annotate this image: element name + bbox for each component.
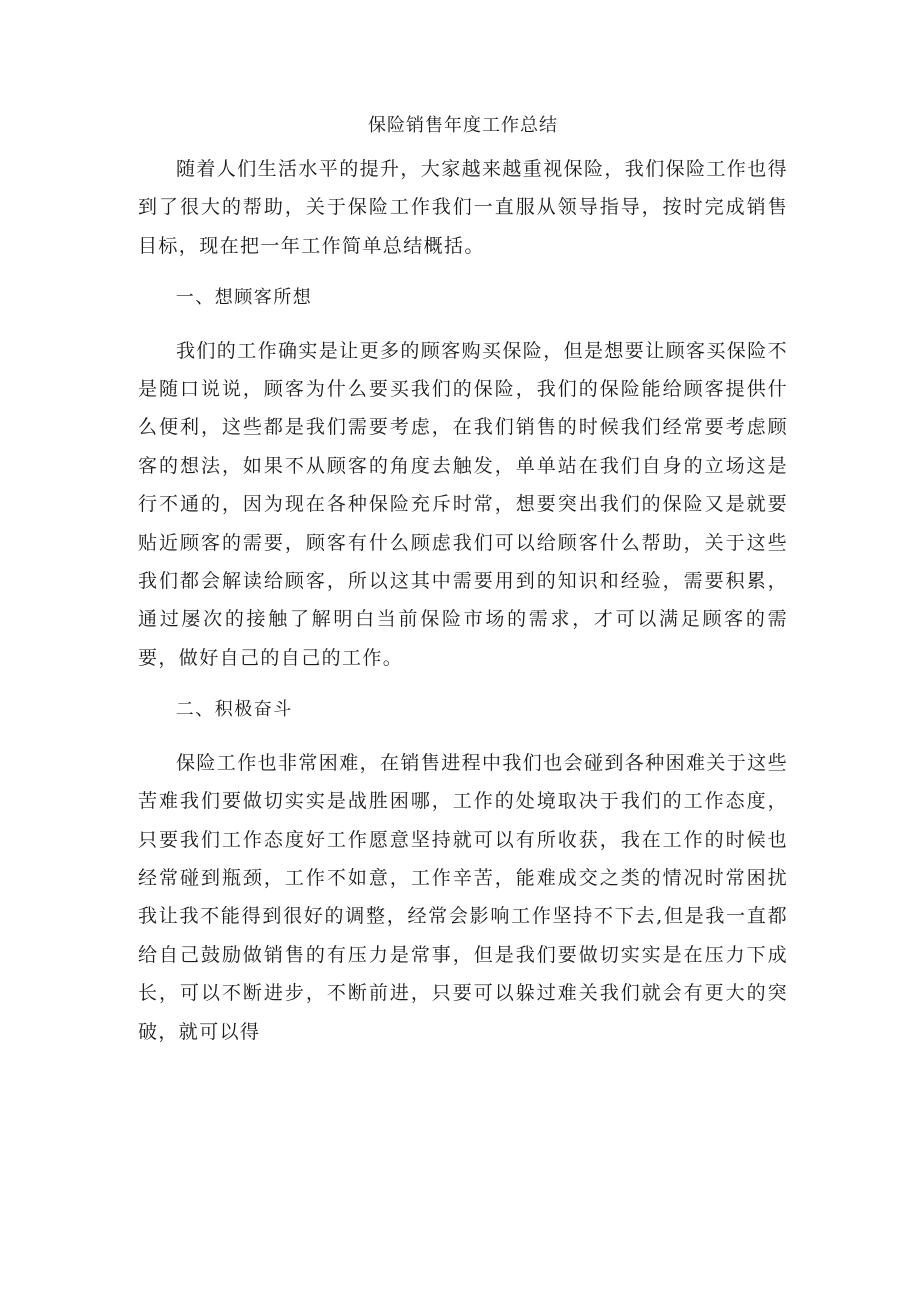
spacer	[138, 318, 788, 332]
section-body-1: 我们的工作确实是让更多的顾客购买保险，但是想要让顾客买保险不是随口说说，顾客为什么要买我们的保险，我们的保险能给顾客提供什么便利，这些都是我们需要考虑，在我们销售的时候我们经常要考虑顾客的想法，如果不从顾客的角度去触发，单单站在我们自身的立场这是行不通的，因为现在各种保险充斥时常，想要突出我们的保险又是就要贴近顾客的需要，顾客有什么顾虑我们可以给顾客什么帮助，关于这些我们都会解读给顾客，所以这其中需要用到的知识和经验，需要积累，通过屡次的接触了解明白当前保险市场的需求，才可以满足顾客的需要，做好自己的自己的工作。	[138, 339, 789, 669]
section-body-2: 保险工作也非常困难，在销售进程中我们也会碰到各种困难关于这些苦难我们要做切实实是战胜困哪，工作的处境取决于我们的工作态度，只要我们工作态度好工作愿意坚持就可以有所收获，我在工作的时候也经常碰到瓶颈，工作不如意，工作辛苦，能难成交之类的情况时常困扰我让我不能得到很好的调整，经常会影响工作坚持不下去,但是我一直都给自己鼓励做销售的有压力是常事，但是我们要做切实实是在压力下成长，可以不断进步，不断前进，只要可以躲过难关我们就会有更大的突破，就可以得	[138, 751, 789, 1043]
intro-paragraph: 随着人们生活水平的提升，大家越来越重视保险，我们保险工作也得到了很大的帮助，关于保险工作我们一直服从领导指导，按时完成销售目标，现在把一年工作简单总结概括。	[138, 158, 789, 257]
document-title: 保险销售年度工作总结	[368, 115, 558, 136]
spacer	[138, 730, 788, 744]
section-heading-1: 一、想顾客所想	[175, 287, 313, 309]
section-heading-2: 二、积极奋斗	[175, 699, 293, 721]
spacer	[138, 677, 788, 691]
spacer	[138, 265, 788, 279]
